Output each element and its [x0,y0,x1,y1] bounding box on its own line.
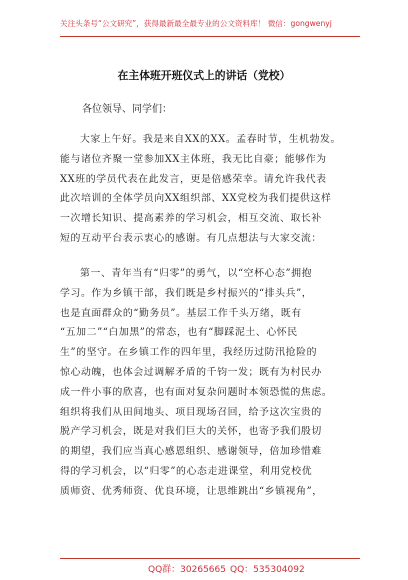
header-divider [60,36,360,37]
footer-qq-group: QQ群：30265665 [148,565,226,575]
text-line: 一次增长知识、提高素养的学习机会，相互交流、取长补 [60,213,322,225]
text-line: 脱产学习机会，既是对我们巨大的关怀，也寄予我们殷切 [60,426,322,438]
greeting: 各位领导、同学们： [82,104,172,115]
paragraph-2 [60,264,350,502]
header-banner: 关注头条号“公文研究”，获得最新最全最专业的公文资料库！ 微信：gongwenyj [60,19,332,28]
footer-divider [60,558,360,559]
text-line: 惊心动魄，也体会过调解矛盾的千钧一发；既有为村民办 [60,366,322,378]
document-title: 在主体班开班仪式上的讲话（党校） [117,69,291,82]
text-line: 短的互动平台表示衷心的感谢。有几点想法与大家交流： [60,232,322,244]
text-line: 此次培训的全体学员向XX组织部、XX党校为我们提供这样 [60,193,332,205]
text-line: 也是直面群众的“勤务员”。基层工作千头万绪，既有 [60,307,302,319]
paragraph-1 [60,130,350,249]
text-line: 组织将我们从田间地头、项目现场召回，给予这次宝贵的 [60,406,322,418]
text-line: 学习。作为乡镇干部，我们既是乡村振兴的“排头兵”， [60,287,313,299]
text-line: 能与诸位齐聚一堂参加XX主体班，我无比自豪；能够作为 [60,153,327,165]
text-line: 得的学习机会，以“归零”的心态走进课堂，利用党校优 [60,465,313,477]
text-line: “五加二”“白加黑”的常态，也有“脚踩泥土、心怀民 [60,327,298,339]
text-line: 生”的坚守。在乡镇工作的四年里，我经历过防汛抢险的 [60,347,318,359]
text-line: 成一件小事的欣喜，也有面对复杂问题时本领恐慌的焦虑。 [60,386,333,398]
text-line: 大家上午好。我是来自XX的XX。孟春时节，生机勃发。 [80,134,341,145]
text-line: XX班的学员代表在此发言，更是倍感荣幸。请允许我代表 [60,173,327,185]
text-line: 第一、青年当有“归零”的勇气，以“空杯心态”拥抱 [80,268,313,279]
text-line: 质师资、优秀师资、优良环境，让思维跳出“乡镇视角”， [60,485,323,497]
footer-qq-contact: QQ：535304092 [230,565,305,575]
text-line: 的期望，我们应当真心感恩组织、感谢领导，倍加珍惜难 [60,446,322,458]
